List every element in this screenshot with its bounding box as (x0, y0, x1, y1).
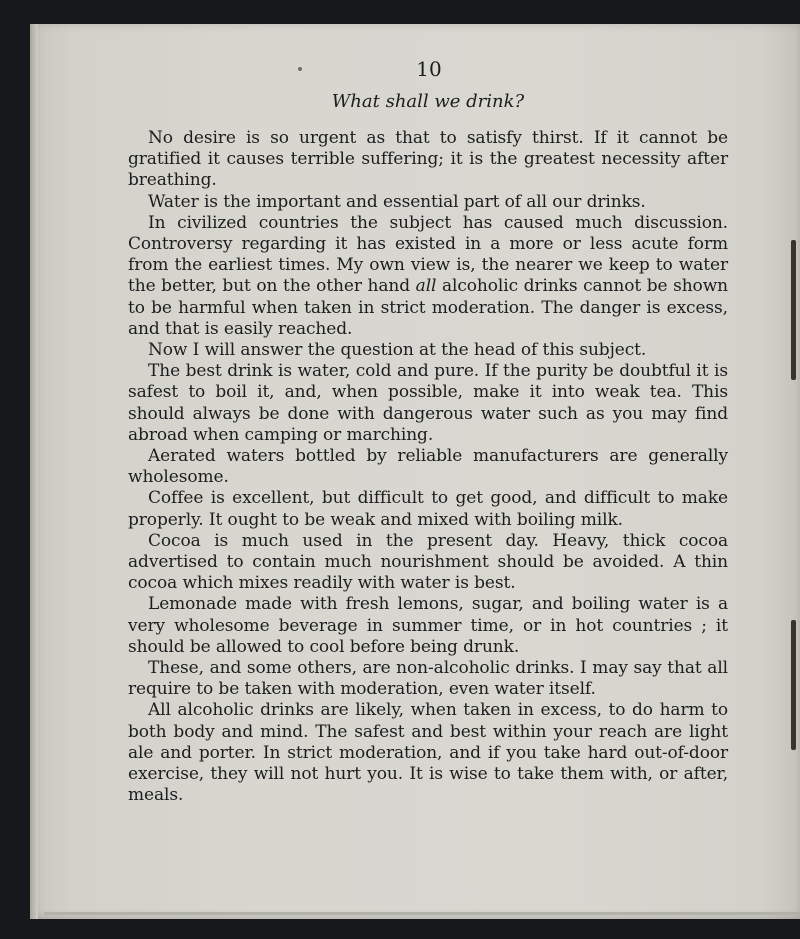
page-content (128, 54, 728, 807)
paragraph-text-after-emphasis: alcoholic drinks cannot be shown to be harmful when taken in strict moderation. The danger is excess, and that is easily reached. (128, 276, 728, 339)
paragraph-water-essential: Water is the important and essential part of all our drinks. (148, 191, 646, 212)
paragraph-thirst: No desire is so urgent as that to satisfy thirst. If it cannot be gratified it causes terrible suffering; it is the greatest necessity after breathing. (128, 128, 728, 191)
binding-mark-upper (791, 240, 796, 380)
binding-mark-lower (791, 620, 796, 750)
page-number: 10 (416, 57, 442, 81)
emphasis-all: all (415, 276, 437, 297)
paragraph-cocoa: Cocoa is much used in the present day. Heavy, thick cocoa advertised to contain much nourishment should be avoided. A thin cocoa which mixes readily with water is best. (128, 530, 728, 594)
paragraph-lemonade: Lemonade made with fresh lemons, sugar, and boiling water is a very wholesome beverage in summer time, or in hot countries ; it should be allowed to cool before being drunk. (128, 594, 728, 657)
paragraph-answer: Now I will answer the question at the head of this subject. (148, 340, 647, 361)
page-spine-edge (30, 24, 38, 919)
paragraph-alcoholic-drinks: All alcoholic drinks are likely, when taken in excess, to do harm to both body and mind. The safest and best within your reach are light ale and porter. In strict moderation, and if you take hard out-of-door exercise, they will not hurt you. It is wise to take them with, or after, meals. (128, 700, 728, 806)
paragraph-coffee: Coffee is excellent, but difficult to get good, and difficult to make properly. It ought to be weak and mixed with boiling milk. (128, 488, 728, 530)
paragraph-best-drink: The best drink is water, cold and pure. If the purity be doubtful it is safest to boil it, and, when possible, make it into weak tea. This should always be done with dangerous water such as you may find abroad when camping or marching. (128, 361, 728, 445)
paragraph-aerated-waters: Aerated waters bottled by reliable manufacturers are generally wholesome. (128, 446, 728, 488)
paragraph-civilized-countries (128, 213, 728, 340)
section-heading: What shall we drink? (331, 91, 525, 112)
page-bottom-edge (44, 912, 800, 915)
paragraph-non-alcoholic: These, and some others, are non-alcoholic drinks. I may say that all require to be taken with moderation, even water itself. (128, 658, 728, 700)
paragraph-text-before-emphasis: In civilized countries the subject has caused much discussion. Controversy regarding it has existed in a more or less acute form from the earliest times. My own view is, the nearer we keep to water the better, but on the other hand (128, 212, 728, 297)
